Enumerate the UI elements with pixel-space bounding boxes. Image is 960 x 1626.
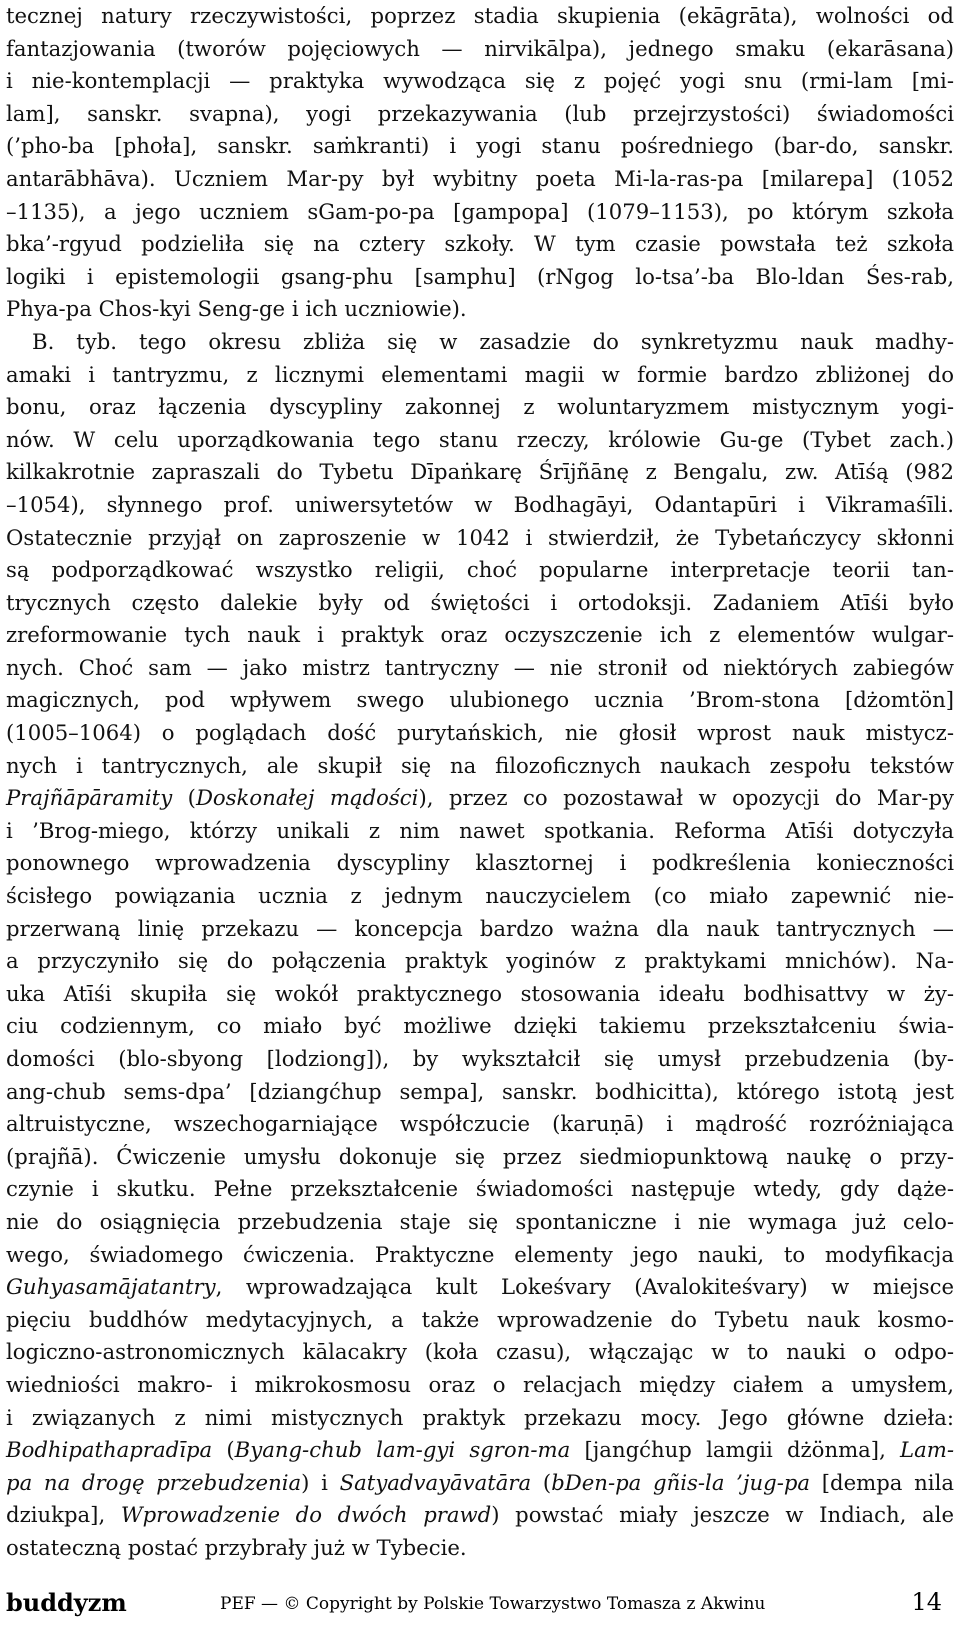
- text-line: ponownego wprowadzenia dyscypliny klasztornej i podkreślenia konieczności: [6, 850, 954, 876]
- text-line: Phya-pa Chos-kyi Seng-ge i ich uczniowie).: [6, 296, 467, 322]
- text-line: bka’-rgyud podzieliła się na cztery szkoły. W tym czasie powstała też szkoła: [6, 231, 954, 257]
- text-line: antarābhāva). Uczniem Mar-py był wybitny poeta Mi-la-ras-pa [milarepa] (1052: [6, 165, 954, 191]
- paragraph-2: [6, 326, 954, 1565]
- text-line: ścisłego powiązania ucznia z jednym nauczycielem (co miało zapewnić nie-: [6, 883, 954, 909]
- text-line: Ostatecznie przyjął on zaproszenie w 1042 i stwierdził, że Tybetańczycy skłonni: [6, 524, 954, 550]
- text-line: logiki i epistemologii gsang-phu [samphu] (rNgog lo-tsa’-ba Blo-ldan Śes-rab,: [6, 263, 954, 289]
- text-line: są podporządkować wszystko religii, choć popularne interpretacje teorii tan-: [6, 557, 954, 583]
- text-line: trycznych często dalekie były od świętości i ortodoksji. Zadaniem Atīśi było: [6, 589, 954, 615]
- text-line: a przyczyniło się do połączenia praktyk yoginów z praktykami mnichów). Na-: [6, 948, 954, 974]
- text-line: Bodhipathapradīpa (Byang-chub lam-gyi sgron-ma [jangćhup lamgii dżönma], Lam-: [6, 1437, 954, 1463]
- text-line: nych i tantrycznych, ale skupił się na filozoficznych naukach zespołu tekstów: [6, 752, 954, 778]
- text-line: (prajñā). Ćwiczenie umysłu dokonuje się przez siedmiopunktową naukę o przy-: [6, 1143, 954, 1169]
- text-line: i ’Brog-miego, którzy unikali z nim nawet spotkania. Reforma Atīśi dotyczyła: [6, 817, 954, 843]
- text-line: wego, świadomego ćwiczenia. Praktyczne elementy jego nauki, to modyfikacja: [6, 1241, 954, 1267]
- text-line: (1005–1064) o poglądach dość purytańskich, nie głosił wprost nauk mistycz-: [6, 720, 954, 746]
- text-line: logiczno-astronomicznych kālacakry (koła czasu), włączając w to nauki o odpo-: [6, 1339, 954, 1365]
- text-line: kilkakrotnie zapraszali do Tybetu Dīpaṅkarę Śrījñānę z Bengalu, zw. Atīśą (982: [6, 459, 954, 485]
- text-line: altruistyczne, wszechogarniające współczucie (karuṇā) i mądrość rozróżniająca: [6, 1111, 954, 1137]
- text-line: Guhyasamājatantry, wprowadzająca kult Lokeśvary (Avalokiteśvary) w miejsce: [6, 1274, 954, 1300]
- text-line: domości (blo-sbyong [lodziong]), by wykształcił się umysł przebudzenia (by-: [6, 1046, 954, 1071]
- text-line: tecznej natury rzeczywistości, poprzez stadia skupienia (ekāgrāta), wolności od: [6, 3, 954, 28]
- page-number: 14: [911, 1588, 942, 1616]
- footer-section-title: buddyzm: [6, 1588, 127, 1617]
- text-line: (’pho-ba [phoła], sanskr. saṁkranti) i yogi stanu pośredniego (bar-do, sanskr.: [6, 133, 954, 159]
- text-line: –1054), słynnego prof. uniwersytetów w Bodhagāyi, Odantapūri i Vikramaśīli.: [6, 491, 954, 517]
- text-line: ostateczną postać przybrały już w Tybecie.: [6, 1534, 467, 1560]
- text-line: ciu codziennym, co miało być możliwe dzięki takiemu przekształceniu świa-: [6, 1013, 954, 1039]
- text-line: amaki i tantryzmu, z licznymi elementami magii w formie bardzo zbliżonej do: [6, 361, 954, 387]
- text-line: fantazjowania (tworów pojęciowych — nirvikālpa), jednego smaku (ekarāsana): [6, 35, 954, 61]
- text-line: nych. Choć sam — jako mistrz tantryczny — nie stronił od niektórych zabiegów: [6, 654, 954, 680]
- paragraph-1: [6, 0, 954, 326]
- text-line: wiedniości makro- i mikrokosmosu oraz o relacjach między ciałem a umysłem,: [6, 1371, 954, 1397]
- text-line: nie do osiągnięcia przebudzenia staje się spontaniczne i nie wymaga już celo-: [6, 1208, 954, 1234]
- text-line: zreformowanie tych nauk i praktyk oraz oczyszczenie ich z elementów wulgar-: [6, 622, 954, 648]
- text-line: ang-chub sems-dpa’ [dziangćhup sempa], sanskr. bodhicitta), którego istotą jest: [6, 1078, 954, 1104]
- text-line: pa na drogę przebudzenia) i Satyadvayāvatāra (bDen-pa gñis-la ’jug-pa [dempa nila: [6, 1469, 954, 1495]
- text-line: bonu, oraz łączenia dyscypliny zakonnej z woluntaryzmem mistycznym yogi-: [6, 394, 954, 420]
- text-line: i związanych z nimi mistycznych praktyk przekazu mocy. Jego główne dzieła:: [6, 1404, 954, 1430]
- page-footer: [6, 1588, 954, 1622]
- document-page: [6, 0, 954, 1565]
- text-line: nów. W celu uporządkowania tego stanu rzeczy, królowie Gu-ge (Tybet zach.): [6, 426, 954, 452]
- text-line: B. tyb. tego okresu zbliża się w zasadzie do synkretyzmu nauk madhy-: [32, 328, 954, 354]
- text-line: magicznych, pod wpływem swego ulubionego ucznia ’Brom-stona [dżomtön]: [6, 687, 954, 713]
- text-line: pięciu buddhów medytacyjnych, a także wprowadzenie do Tybetu nauk kosmo-: [6, 1306, 954, 1332]
- text-line: i nie-kontemplacji — praktyka wywodząca się z pojęć yogi snu (rmi-lam [mi-: [6, 68, 954, 94]
- text-line: lam], sanskr. svapna), yogi przekazywania (lub przejrzystości) świadomości: [6, 100, 954, 126]
- text-line: przerwaną linię przekazu — koncepcja bardzo ważna dla nauk tantrycznych —: [6, 915, 954, 941]
- text-line: czynie i skutku. Pełne przekształcenie świadomości następuje wtedy, gdy dąże-: [6, 1176, 954, 1202]
- text-line: dziukpa], Wprowadzenie do dwóch prawd) powstać miały jeszcze w Indiach, ale: [6, 1502, 954, 1528]
- text-line: Prajñāpāramity (Doskonałej mądości), przez co pozostawał w opozycji do Mar-py: [6, 785, 954, 811]
- text-line: –1135), a jego uczniem sGam-po-pa [gampopa] (1079–1153), po którym szkoła: [6, 198, 954, 224]
- footer-copyright: PEF — © Copyright by Polskie Towarzystwo Tomasza z Akwinu: [220, 1594, 766, 1614]
- text-line: uka Atīśi skupiła się wokół praktycznego stosowania ideału bodhisattvy w ży-: [6, 980, 954, 1006]
